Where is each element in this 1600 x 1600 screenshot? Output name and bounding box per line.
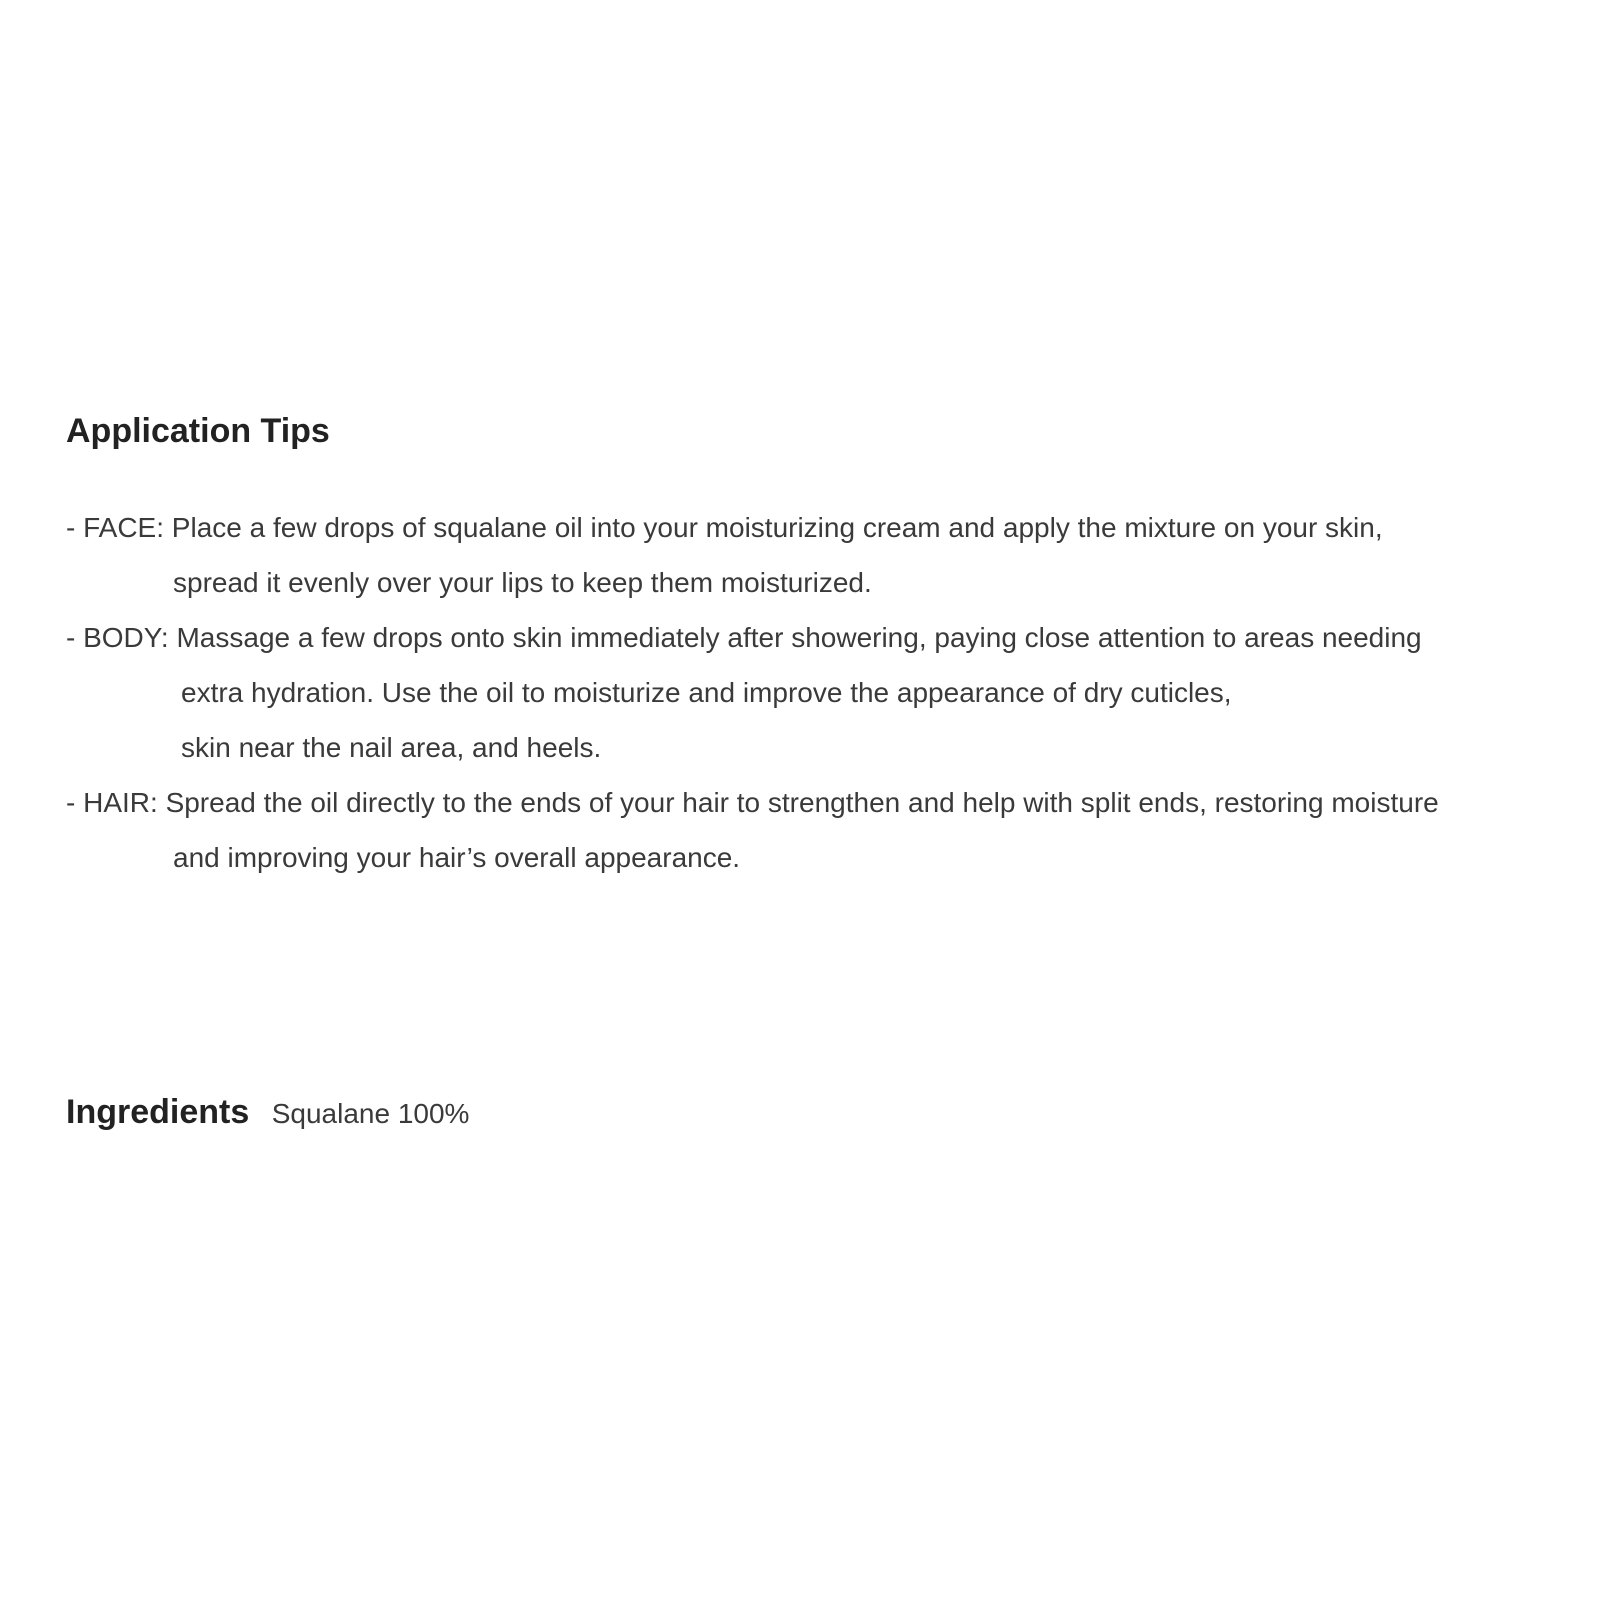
tip-body-line-3: skin near the nail area, and heels. bbox=[181, 732, 602, 763]
tip-face-line-1 bbox=[66, 500, 1383, 555]
tip-face-text-1: Place a few drops of squalane oil into your moisturizing cream and apply the mixture on your skin, bbox=[171, 512, 1383, 543]
ingredients-heading: Ingredients bbox=[66, 1093, 250, 1131]
tip-hair-line-1 bbox=[66, 775, 1439, 830]
tip-hair-prefix: - HAIR: bbox=[66, 787, 166, 818]
tip-body-text-1: Massage a few drops onto skin immediately after showering, paying close attention to areas needing bbox=[176, 622, 1422, 653]
tip-face bbox=[66, 500, 1383, 610]
tip-face-line-2: spread it evenly over your lips to keep them moisturized. bbox=[173, 567, 872, 598]
tip-body-line-1 bbox=[66, 610, 1422, 665]
tip-body bbox=[66, 610, 1422, 775]
ingredients-row bbox=[66, 1093, 469, 1132]
application-tips-heading: Application Tips bbox=[66, 412, 330, 450]
tip-body-line-2: extra hydration. Use the oil to moisturize and improve the appearance of dry cuticles, bbox=[181, 677, 1232, 708]
tip-face-prefix: - FACE: bbox=[66, 512, 172, 543]
ingredients-value: Squalane 100% bbox=[271, 1098, 470, 1129]
tip-hair bbox=[66, 775, 1439, 885]
tip-hair-text-1: Spread the oil directly to the ends of your hair to strengthen and help with split ends, restoring moisture bbox=[165, 787, 1439, 818]
tip-body-prefix: - BODY: bbox=[66, 622, 177, 653]
tip-hair-line-2: and improving your hair’s overall appearance. bbox=[173, 842, 741, 873]
